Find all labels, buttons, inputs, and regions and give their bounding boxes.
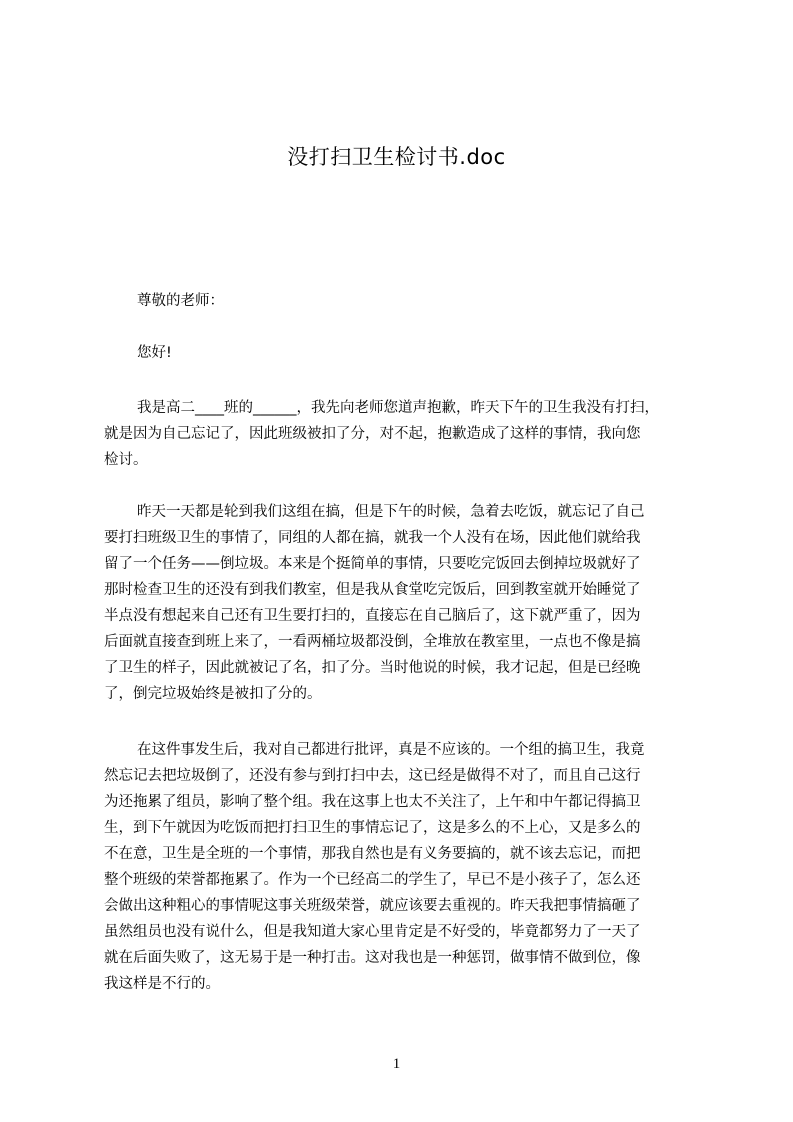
salutation-paragraph — [104, 340, 702, 366]
page-number: 1 — [392, 1056, 401, 1072]
paragraph-line: 了，倒完垃圾始终是被扣了分的。 — [104, 686, 322, 702]
paragraph-line: 就是因为自己忘记了，因此班级被扣了分，对不起，抱歉造成了这样的事情，我向您 — [104, 426, 641, 442]
paragraph-line: 了卫生的样子，因此就被记了名，扣了分。当时他说的时候，我才记起，但是已经晚 — [104, 660, 641, 676]
paragraph-line: 会做出这种粗心的事情呢这事关班级荣誉，就应该要去重视的。昨天我把事情搞砸了 — [104, 898, 641, 914]
salutation-line: 您好! — [137, 345, 172, 361]
document-title: 没打扫卫生检讨书.doc — [287, 145, 506, 169]
paragraph-line: 整个班级的荣誉都拖累了。作为一个已经高二的学生了，早已不是小孩子了，怎么还 — [104, 872, 641, 888]
body-paragraph-3 — [104, 737, 702, 997]
paragraph-line: 留了一个任务——倒垃圾。本来是个挺简单的事情，只要吃完饭回去倒掉垃圾就好了 — [104, 556, 641, 572]
paragraph-line: 我是高二____班的______，我先向老师您道声抱歉，昨天下午的卫生我没有打扫， — [137, 400, 659, 416]
paragraph-line: 昨天一天都是轮到我们这组在搞，但是下午的时候，急着去吃饭，就忘记了自己 — [137, 504, 645, 520]
paragraph-line: 那时检查卫生的还没有到我们教室，但是我从食堂吃完饭后，回到教室就开始睡觉了 — [104, 582, 641, 598]
paragraph-line: 为还拖累了组员，影响了整个组。我在这事上也太不关注了，上午和中午都记得搞卫 — [104, 794, 641, 810]
paragraph-line: 我这样是不行的。 — [104, 976, 220, 992]
paragraph-line: 要打扫班级卫生的事情了，同组的人都在搞，就我一个人没有在场，因此他们就给我 — [104, 530, 641, 546]
paragraph-line: 后面就直接查到班上来了，一看两桶垃圾都没倒，全堆放在教室里，一点也不像是搞 — [104, 634, 641, 650]
greeting-paragraph — [104, 288, 702, 314]
paragraph-line: 就在后面失败了，这无易于是一种打击。这对我也是一种惩罚，做事情不做到位，像 — [104, 950, 641, 966]
paragraph-line: 不在意，卫生是全班的一个事情，那我自然也是有义务要搞的，就不该去忘记，而把 — [104, 846, 641, 862]
greeting-line: 尊敬的老师： — [137, 293, 224, 309]
paragraph-line: 在这件事发生后，我对自己都进行批评，真是不应该的。一个组的搞卫生，我竟 — [137, 742, 645, 758]
paragraph-line: 检讨。 — [104, 452, 148, 468]
paragraph-line: 半点没有想起来自己还有卫生要打扫的，直接忘在自己脑后了，这下就严重了，因为 — [104, 608, 641, 624]
paragraph-line: 生，到下午就因为吃饭而把打扫卫生的事情忘记了，这是多么的不上心，又是多么的 — [104, 820, 641, 836]
paragraph-line: 虽然组员也没有说什么，但是我知道大家心里肯定是不好受的，毕竟都努力了一天了 — [104, 924, 641, 940]
body-paragraph-1 — [104, 395, 702, 473]
paragraph-line: 然忘记去把垃圾倒了，还没有参与到打扫中去，这已经是做得不对了，而且自己这行 — [104, 768, 641, 784]
body-paragraph-2 — [104, 499, 702, 707]
